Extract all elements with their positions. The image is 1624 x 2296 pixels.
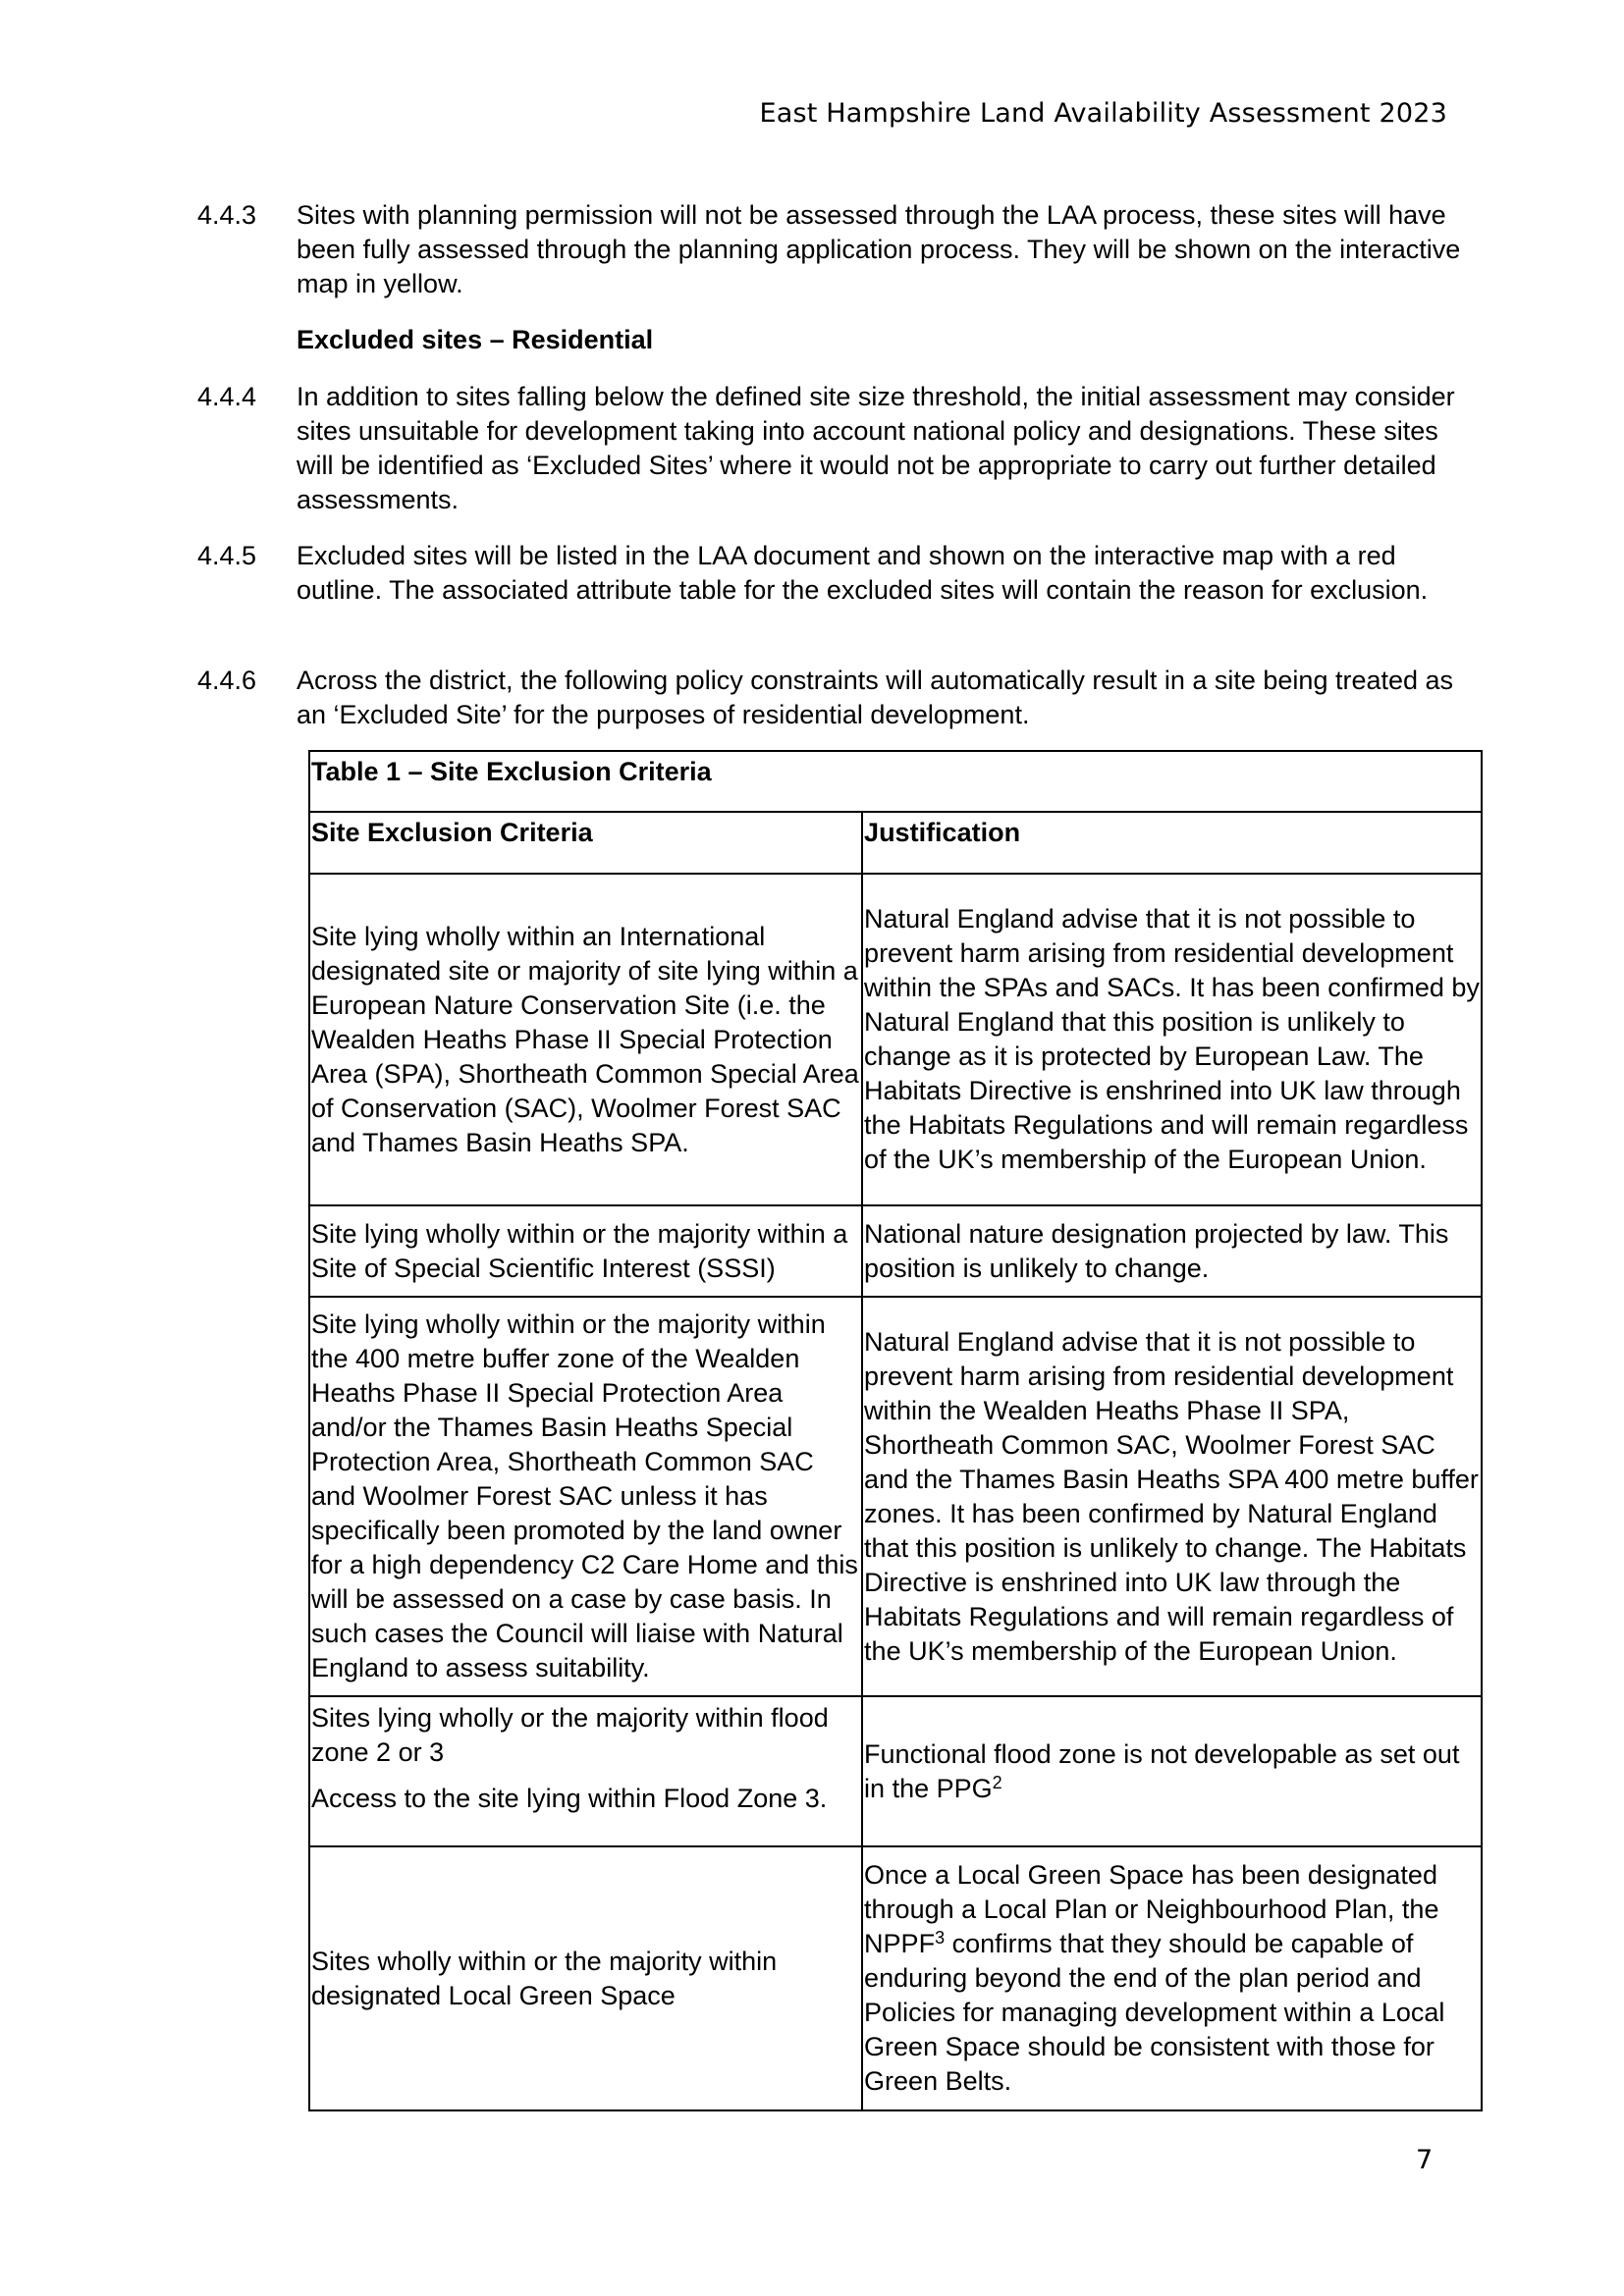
- justification-cell: [862, 1696, 1482, 1846]
- justification-cell: Natural England advise that it is not possible to prevent harm arising from residential development within the Wealden Heaths Phase II SPA, Shortheath Common SAC, Woolmer Forest SAC and the Thames Basin Heaths SPA 400 metre buffer zones. It has been confirmed by Natural England that this position is unlikely to change. The Habitats Directive is enshrined into UK law through the Habitats Regulations and will remain regardless of the UK’s membership of the European Union.: [862, 1297, 1482, 1696]
- criteria-cell: Sites wholly within or the majority within designated Local Green Space: [309, 1846, 862, 2110]
- justification-text: Functional flood zone is not developable as set out in the PPG: [864, 1738, 1460, 1803]
- criteria-extra-text: Access to the site lying within Flood Zone 3.: [311, 1784, 828, 1813]
- table-row: [309, 1205, 1482, 1297]
- justification-cell: [862, 1846, 1482, 2110]
- paragraph-number: 4.4.5: [197, 541, 257, 570]
- footnote-ref: 2: [992, 1772, 1002, 1792]
- table-row: [309, 874, 1482, 1205]
- paragraph-text: Across the district, the following policy constraints will automatically result in a site being treated as an ‘Excluded Site’ for the purposes of residential development.: [297, 666, 1454, 729]
- paragraph-text: Excluded sites will be listed in the LAA document and shown on the interactive map with a red outline. The associated attribute table for the excluded sites will contain the reason for exclusion.: [297, 541, 1429, 605]
- table-title-row: [309, 751, 1482, 812]
- justification-cell: National nature designation projected by law. This position is unlikely to change.: [862, 1205, 1482, 1297]
- paragraph-text: In addition to sites falling below the defined site size threshold, the initial assessment may consider sites unsuitable for development taking into account national policy and designations. These sites will be identified as ‘Excluded Sites’ where it would not be appropriate to carry out further detailed assessments.: [297, 382, 1455, 514]
- subheading-excluded-sites: Excluded sites – Residential: [297, 325, 654, 354]
- justification-text-continued: confirms that they should be capable of enduring beyond the end of the plan period and Policies for managing development within a Local Green Space should be consistent with those for Green Belts.: [864, 1929, 1445, 2096]
- table-header-row: [309, 812, 1482, 874]
- table-row: [309, 1846, 1482, 2110]
- table-row: [309, 1297, 1482, 1696]
- justification-cell: Natural England advise that it is not possible to prevent harm arising from residential development within the SPAs and SACs. It has been confirmed by Natural England that this position is unlikely to change as it is protected by European Law. The Habitats Directive is enshrined into UK law through the Habitats Regulations and will remain regardless of the UK’s membership of the European Union.: [862, 874, 1482, 1205]
- table-title: Table 1 – Site Exclusion Criteria: [309, 751, 1482, 812]
- column-header-criteria: Site Exclusion Criteria: [309, 812, 862, 874]
- document-header: East Hampshire Land Availability Assessment 2023: [759, 98, 1447, 129]
- page-number: 7: [1416, 2145, 1434, 2175]
- paragraph-number: 4.4.3: [197, 200, 257, 230]
- criteria-cell: Site lying wholly within or the majority within a Site of Special Scientific Interest (SSSI): [309, 1205, 862, 1297]
- justification-text: Once a Local Green Space has been designated through a Local Plan or Neighbourhood Plan, the NPPF: [864, 1860, 1439, 1958]
- paragraph-number: 4.4.6: [197, 666, 257, 695]
- criteria-cell: [309, 1696, 862, 1846]
- paragraph-text: Sites with planning permission will not be assessed through the LAA process, these sites will have been fully assessed through the planning application process. They will be shown on the interactive map in yellow.: [297, 200, 1461, 298]
- table-row: [309, 1696, 1482, 1846]
- column-header-justification: Justification: [862, 812, 1482, 874]
- criteria-cell: Site lying wholly within an International designated site or majority of site lying within a European Nature Conservation Site (i.e. the Wealden Heaths Phase II Special Protection Area (SPA), Shortheath Common Special Area of Conservation (SAC), Woolmer Forest SAC and Thames Basin Heaths SPA.: [309, 874, 862, 1205]
- paragraph-number: 4.4.4: [197, 382, 257, 411]
- site-exclusion-criteria-table: [308, 750, 1483, 2111]
- criteria-cell: Site lying wholly within or the majority within the 400 metre buffer zone of the Wealden Heaths Phase II Special Protection Area and/or the Thames Basin Heaths Special Protection Area, Shortheath Common SAC and Woolmer Forest SAC unless it has specifically been promoted by the land owner for a high dependency C2 Care Home and this will be assessed on a case by case basis. In such cases the Council will liaise with Natural England to assess suitability.: [309, 1297, 862, 1696]
- criteria-text: Sites lying wholly or the majority within flood zone 2 or 3: [311, 1703, 829, 1767]
- footnote-ref: 3: [935, 1928, 946, 1948]
